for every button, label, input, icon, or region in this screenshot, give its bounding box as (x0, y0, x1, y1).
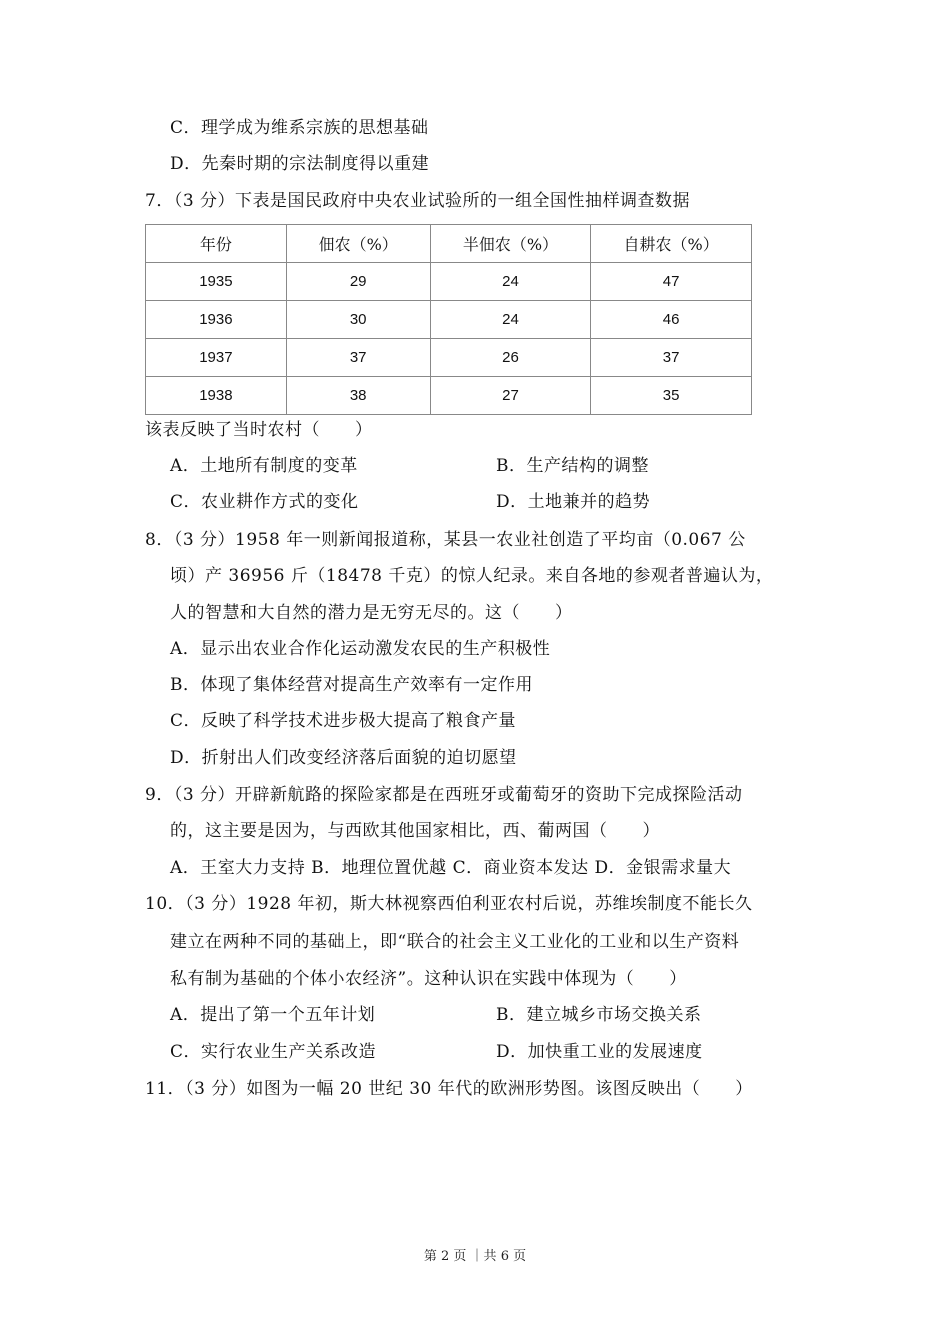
q7-stem: 7．（3 分）下表是国民政府中央农业试验所的一组全国性抽样调查数据 (145, 191, 691, 211)
q10-option-d (496, 1041, 703, 1063)
q10-option-c (170, 1041, 376, 1063)
q9-options: A．王室大力支持 B．地理位置优越 C．商业资本发达 D．金银需求量大 (170, 858, 732, 878)
option-text: 折射出人们改变经济落后面貌的迫切愿望 (201, 748, 517, 768)
option-text: 实行农业生产关系改造 (201, 1042, 377, 1062)
table-cell: 24 (430, 301, 591, 339)
table-header: 佃农（%） (286, 225, 430, 263)
option-label: C． (170, 711, 202, 731)
table-cell: 1935 (146, 263, 287, 301)
q10-stem-line1: 10．（3 分）1928 年初，斯大林视察西伯利亚农村后说，苏维埃制度不能长久 (145, 894, 753, 914)
table-header: 半佃农（%） (430, 225, 591, 263)
option-label: A． (170, 639, 201, 659)
option-label: A． (170, 1005, 201, 1025)
table-row (146, 301, 752, 339)
option-label: B． (496, 456, 527, 476)
q8-stem-line2: 顷）产 36956 斤（18478 千克）的惊人纪录。来自各地的参观者普遍认为， (170, 566, 774, 586)
table-header: 年份 (146, 225, 287, 263)
option-label: B． (496, 1005, 527, 1025)
table-row (146, 339, 752, 377)
option-text: 建立城乡市场交换关系 (526, 1005, 702, 1025)
q8-option-a (170, 638, 550, 660)
q7-option-d (496, 491, 650, 513)
option-text: 土地兼并的趋势 (527, 492, 651, 512)
q10-option-a (170, 1004, 375, 1026)
table-cell: 37 (286, 339, 430, 377)
option-text: 加快重工业的发展速度 (527, 1042, 703, 1062)
option-label: C． (170, 118, 202, 138)
q10-option-b (496, 1004, 702, 1026)
table-cell: 24 (430, 263, 591, 301)
option-label: D． (170, 748, 202, 768)
option-label: C． (170, 1042, 202, 1062)
table-row (146, 263, 752, 301)
option-label: D． (170, 154, 202, 174)
option-label: B． (170, 675, 201, 695)
option-text: 体现了集体经营对提高生产效率有一定作用 (200, 675, 533, 695)
table-cell: 46 (591, 301, 752, 339)
option-text: 土地所有制度的变革 (200, 456, 358, 476)
q10-stem-line2: 建立在两种不同的基础上，即“联合的社会主义工业化的工业和以生产资料 (170, 932, 740, 952)
table-cell: 38 (286, 377, 430, 415)
q7-option-b (496, 455, 649, 477)
q9-stem-line1: 9．（3 分）开辟新航路的探险家都是在西班牙或葡萄牙的资助下完成探险活动 (145, 785, 743, 805)
q7-data-table (145, 224, 752, 415)
q10-stem-line3: 私有制为基础的个体小农经济”。这种认识在实践中体现为（ ） (170, 969, 687, 989)
option-text: 农业耕作方式的变化 (201, 492, 359, 512)
q8-stem-line1: 8．（3 分）1958 年一则新闻报道称，某县一农业社创造了平均亩（0.067 公 (145, 530, 746, 550)
q8-stem-line3: 人的智慧和大自然的潜力是无穷无尽的。这（ ） (170, 603, 573, 623)
q8-option-b (170, 674, 533, 696)
option-label: D． (496, 492, 528, 512)
q8-option-c (170, 710, 516, 732)
option-label: A． (170, 456, 201, 476)
option-text: 显示出农业合作化运动激发农民的生产积极性 (200, 639, 551, 659)
table-cell: 1938 (146, 377, 287, 415)
q7-option-c (170, 491, 359, 513)
table-cell: 30 (286, 301, 430, 339)
table-cell: 1937 (146, 339, 287, 377)
q9-stem-line2: 的，这主要是因为，与西欧其他国家相比，西、葡两国（ ） (170, 821, 660, 841)
option-text: 先秦时期的宗法制度得以重建 (201, 154, 430, 174)
q8-option-d (170, 747, 517, 769)
table-header-row (146, 225, 752, 263)
option-label: C． (170, 492, 202, 512)
q6-option-c (170, 117, 429, 139)
option-text: 理学成为维系宗族的思想基础 (201, 118, 429, 138)
option-text: 反映了科学技术进步极大提高了粮食产量 (201, 711, 517, 731)
page-footer: 第 2 页 ｜共 6 页 (423, 1249, 527, 1264)
q7-option-a (170, 455, 358, 477)
q11-stem: 11．（3 分）如图为一幅 20 世纪 30 年代的欧洲形势图。该图反映出（ ） (145, 1079, 753, 1099)
table-row (146, 377, 752, 415)
table-header: 自耕农（%） (591, 225, 752, 263)
table-cell: 35 (591, 377, 752, 415)
table-cell: 26 (430, 339, 591, 377)
option-text: 生产结构的调整 (526, 456, 649, 476)
option-text: 提出了第一个五年计划 (200, 1005, 376, 1025)
q6-option-d (170, 153, 429, 175)
table-cell: 37 (591, 339, 752, 377)
table-cell: 29 (286, 263, 430, 301)
table-cell: 27 (430, 377, 591, 415)
table-cell: 47 (591, 263, 752, 301)
q7-question: 该表反映了当时农村（ ） (145, 420, 373, 440)
table-cell: 1936 (146, 301, 287, 339)
option-label: D． (496, 1042, 528, 1062)
